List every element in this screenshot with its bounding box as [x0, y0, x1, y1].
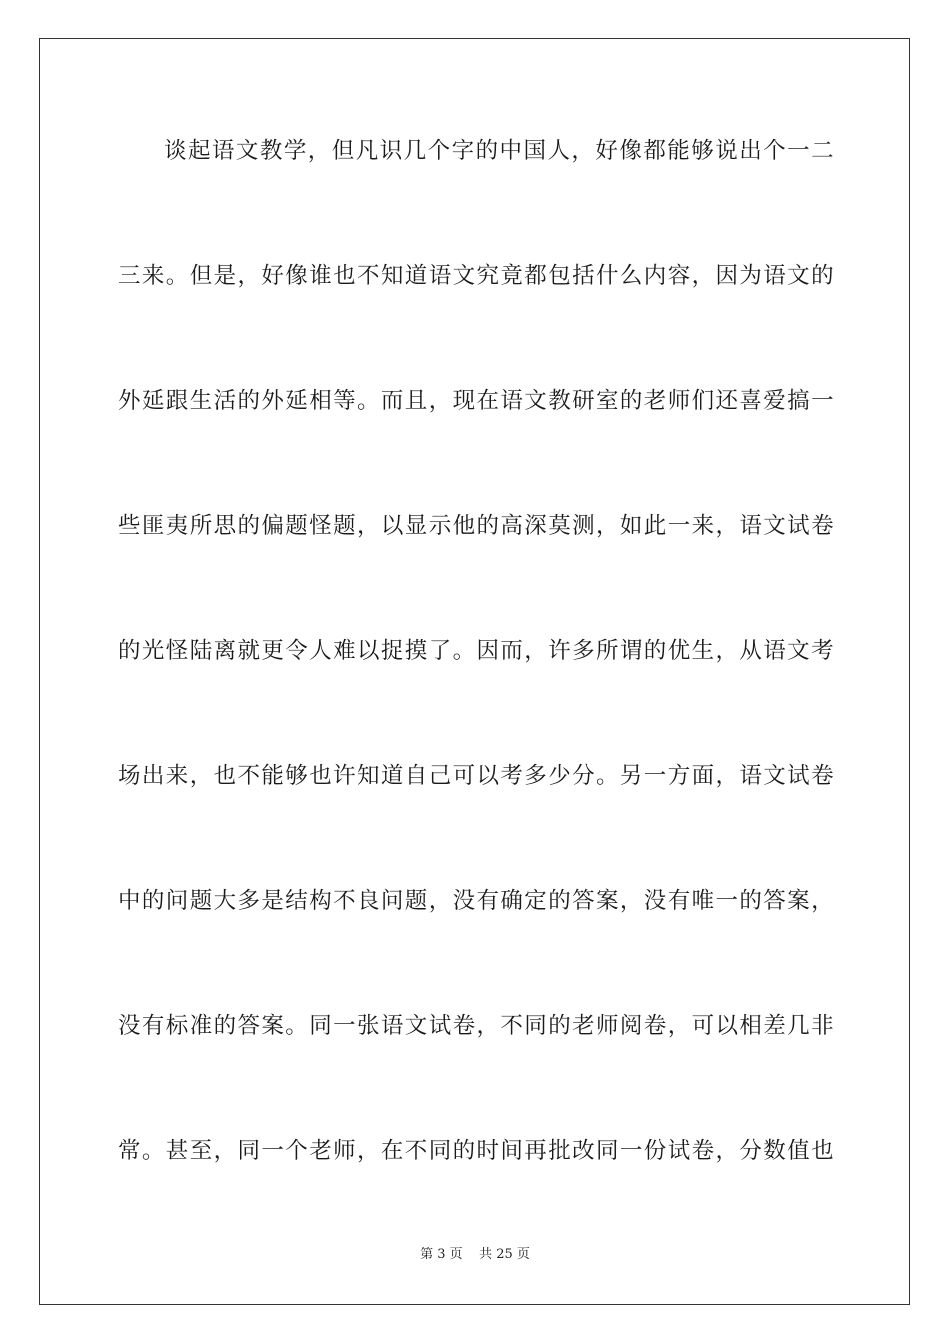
paragraph-line: 中的问题大多是结构不良问题，没有确定的答案，没有唯一的答案，: [118, 888, 834, 914]
page-number-footer: 第 3 页 共 25 页: [420, 1247, 530, 1262]
page-border: [39, 38, 910, 1305]
paragraph-line: 没有标准的答案。同一张语文试卷，不同的老师阅卷，可以相差几非: [118, 1013, 834, 1039]
paragraph-line: 些匪夷所思的偏题怪题，以显示他的高深莫测，如此一来，语文试卷: [118, 513, 834, 539]
paragraph-line: 谈起语文教学，但凡识几个字的中国人，好像都能够说出个一二: [164, 138, 834, 164]
paragraph-line: 三来。但是，好像谁也不知道语文究竟都包括什么内容，因为语文的: [118, 263, 834, 289]
paragraph-line: 外延跟生活的外延相等。而且，现在语文教研室的老师们还喜爱搞一: [118, 388, 834, 414]
paragraph-line: 场出来，也不能够也许知道自己可以考多少分。另一方面，语文试卷: [118, 763, 834, 789]
paragraph-line: 的光怪陆离就更令人难以捉摸了。因而，许多所谓的优生，从语文考: [118, 638, 834, 664]
paragraph-line: 常。甚至，同一个老师，在不同的时间再批改同一份试卷，分数值也: [118, 1138, 834, 1164]
